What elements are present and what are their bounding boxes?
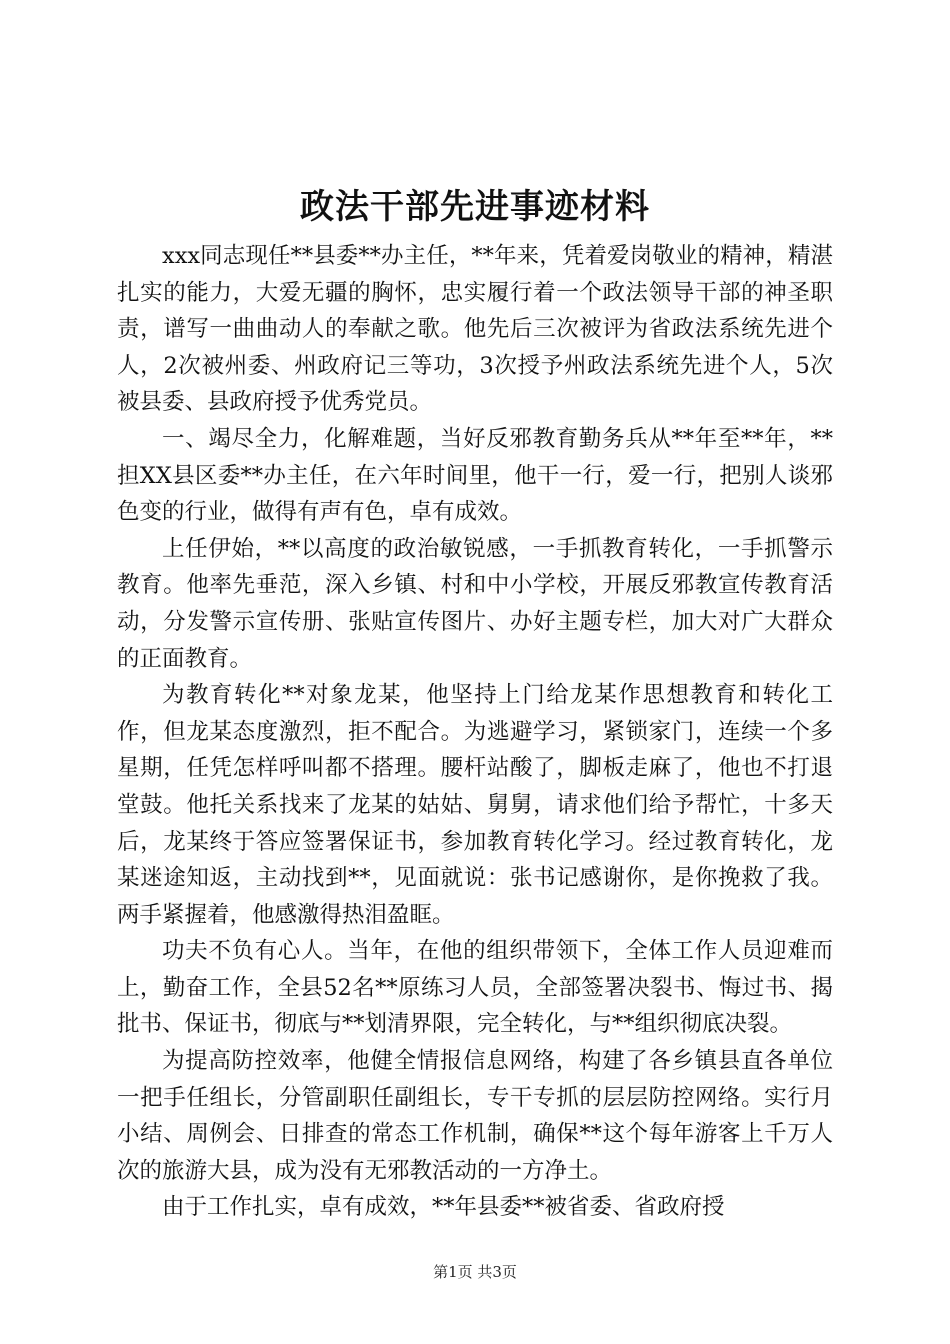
body-paragraph: xxx同志现任**县委**办主任，**年来，凭着爱岗敬业的精神，精湛扎实的能力，大爱无疆的胸怀，忠实履行着一个政法领导干部的神圣职责，谱写一曲曲动人的奉献之歌。他先后三次被评为省政法系统先进个人，2次被州委、州政府记三等功，3次授予州政法系统先进个人，5次被县委、县政府授予优秀党员。 [117,243,833,416]
body-paragraph: 由于工作扎实，卓有成效，**年县委**被省委、省政府授 [162,1194,725,1221]
body-paragraph: 功夫不负有心人。当年，在他的组织带领下，全体工作人员迎难而上，勤奋工作，全县52名**原练习人员，全部签署决裂书、悔过书、揭批书、保证书，彻底与**划清界限，完全转化，与**组织彻底决裂。 [117,938,833,1038]
body-paragraph: 为提高防控效率，他健全情报信息网络，构建了各乡镇县直各单位一把手任组长，分管副职任副组长，专干专抓的层层防控网络。实行月小结、周例会、日排查的常态工作机制，确保**这个每年游客上千万人次的旅游大县，成为没有无邪教活动的一方净土。 [117,1048,833,1184]
document-body [117,238,833,1226]
body-paragraph: 为教育转化**对象龙某，他坚持上门给龙某作思想教育和转化工作，但龙某态度激烈，拒不配合。为逃避学习，紧锁家门，连续一个多星期，任凭怎样呼叫都不搭理。腰杆站酸了，脚板走麻了，他也不打退堂鼓。他托关系找来了龙某的姑姑、舅舅，请求他们给予帮忙，十多天后，龙某终于答应签署保证书，参加教育转化学习。经过教育转化，龙某迷途知返，主动找到**，见面就说：张书记感谢你，是你挽救了我。两手紧握着，他感激得热泪盈眶。 [117,682,833,928]
body-paragraph: 一、竭尽全力，化解难题，当好反邪教育勤务兵从**年至**年，**担XX县区委**办主任，在六年时间里，他干一行，爱一行，把别人谈邪色变的行业，做得有声有色，卓有成效。 [117,425,833,526]
body-paragraph: 上任伊始，**以高度的政治敏锐感，一手抓教育转化，一手抓警示教育。他率先垂范，深入乡镇、村和中小学校，开展反邪教宣传教育活动，分发警示宣传册、张贴宣传图片、办好主题专栏，加大对广大群众的正面教育。 [117,535,833,672]
document-title: 政法干部先进事迹材料 [300,187,650,227]
page-number-footer: 第1页 共3页 [433,1263,517,1281]
